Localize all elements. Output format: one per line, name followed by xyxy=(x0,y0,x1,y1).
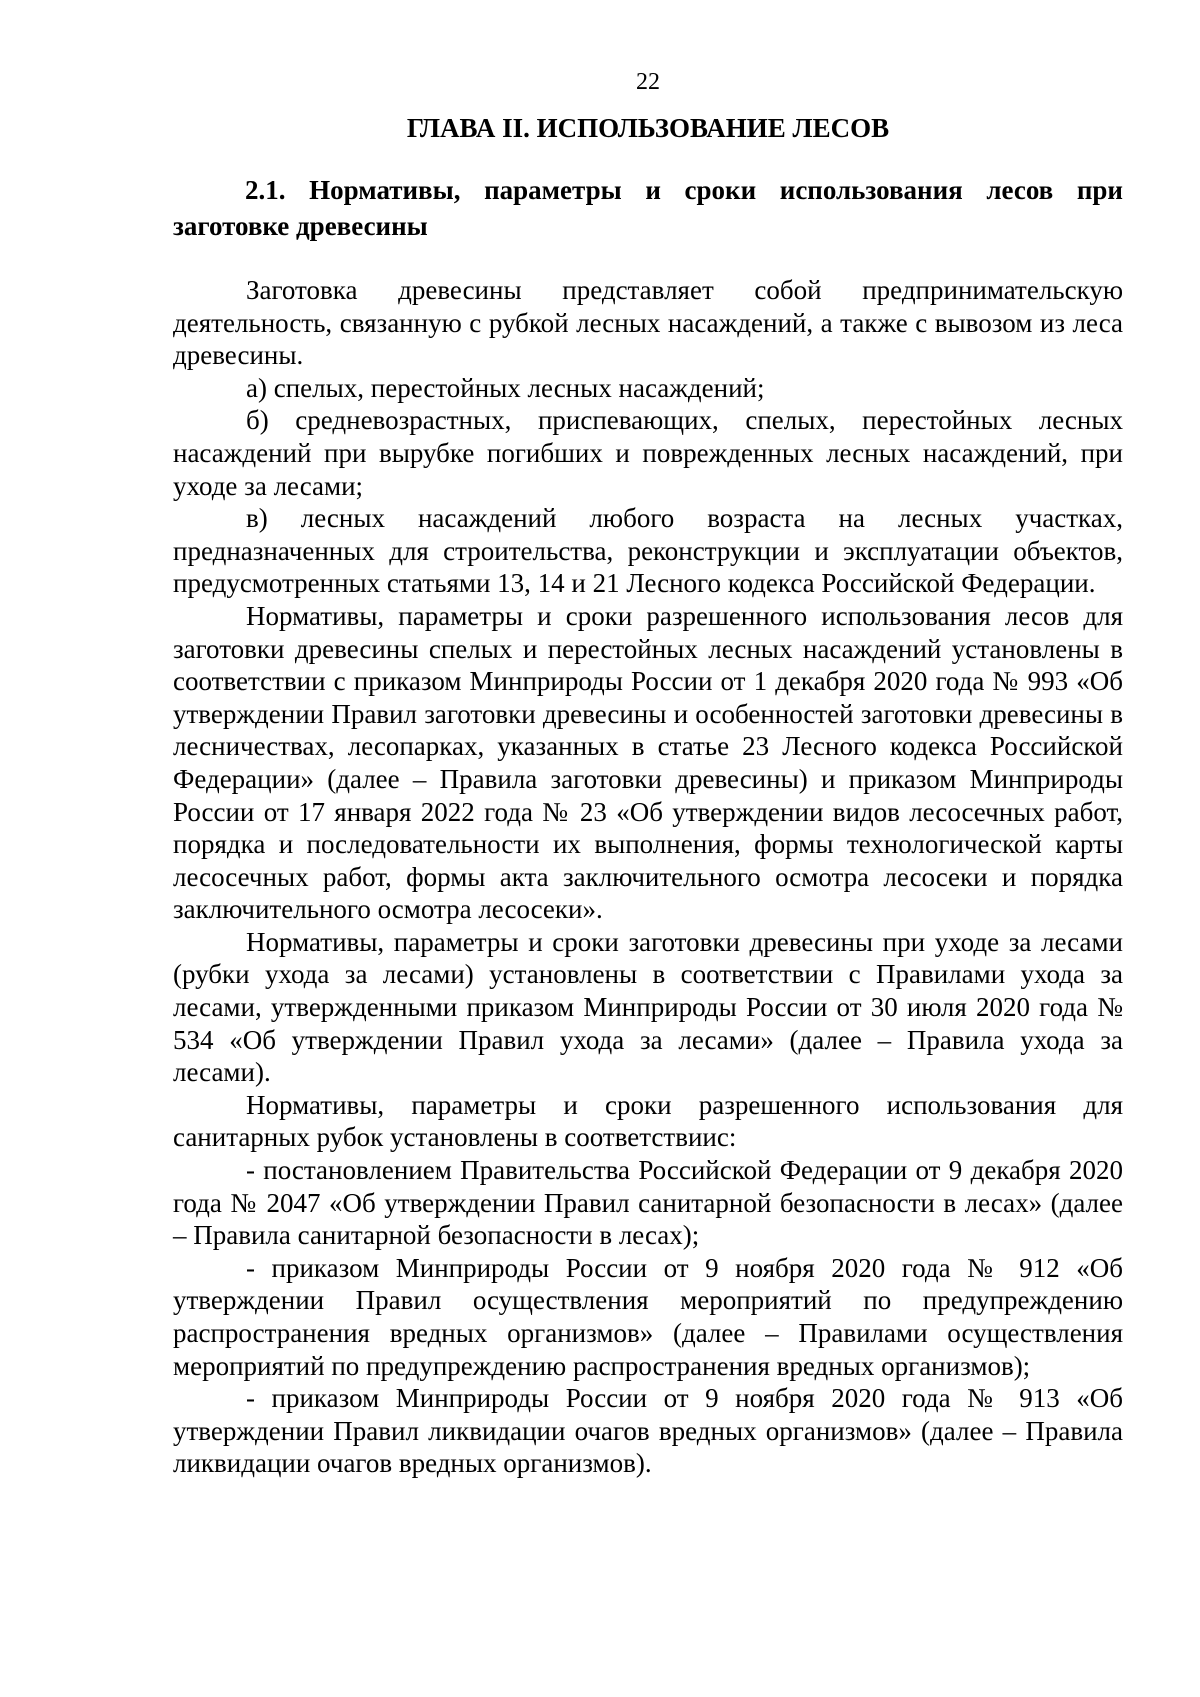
chapter-title: ГЛАВА II. ИСПОЛЬЗОВАНИЕ ЛЕСОВ xyxy=(406,113,890,143)
document-body xyxy=(173,274,1123,1480)
document-page xyxy=(173,66,1123,1480)
list-item-a: а) спелых, перестойных лесных насаждений; xyxy=(246,372,765,403)
paragraph: Заготовка древесины представляет собой предпринимательскую деятельность, связанную с рубкой лесных насаждений, а также с вывозом из леса древесины. xyxy=(173,275,1123,371)
list-item-b: б) средневозрастных, приспевающих, спелых, перестойных лесных насаждений при вырубке погибших и поврежденных лесных насаждений, при уходе за лесами; xyxy=(173,405,1123,501)
bullet-item: - приказом Минприроды России от 9 ноября 2020 года № 913 «Об утверждении Правил ликвидации очагов вредных организмов» (далее – Правила ликвидации очагов вредных организмов). xyxy=(173,1383,1123,1479)
list-item-v: в) лесных насаждений любого возраста на лесных участках, предназначенных для строительства, реконструкции и эксплуатации объектов, предусмотренных статьями 13, 14 и 21 Лесного кодекса Российской Федерации. xyxy=(173,503,1123,599)
bullet-item: - приказом Минприроды России от 9 ноября 2020 года № 912 «Об утверждении Правил осуществления мероприятий по предупреждению распространения вредных организмов» (далее – Правилами осуществления мероприятий по предупреждению распространения вредных организмов); xyxy=(173,1252,1123,1381)
paragraph: Нормативы, параметры и сроки разрешенного использования лесов для заготовки древесины спелых и перестойных лесных насаждений установлены в соответствии с приказом Минприроды России от 1 декабря 2020 года № 993 «Об утверждении Правил заготовки древесины и особенностей заготовки древесины в лесничествах, лесопарках, указанных в статье 23 Лесного кодекса Российской Федерации» (далее – Правила заготовки древесины) и приказом Минприроды России от 17 января 2022 года № 23 «Об утверждении видов лесосечных работ, порядка и последовательности их выполнения, формы технологической карты лесосечных работ, формы акта заключительного осмотра лесосеки и порядка заключительного осмотра лесосеки». xyxy=(173,600,1123,925)
page-number: 22 xyxy=(636,69,660,95)
section-title: 2.1. Нормативы, параметры и сроки использования лесов при заготовке древесины xyxy=(173,175,1123,241)
bullet-item: - постановлением Правительства Российской Федерации от 9 декабря 2020 года № 2047 «Об утверждении Правил санитарной безопасности в лесах» (далее – Правила санитарной безопасности в лесах); xyxy=(173,1155,1123,1251)
paragraph: Нормативы, параметры и сроки разрешенного использования для санитарных рубок установлены в соответствиис: xyxy=(173,1089,1123,1153)
paragraph: Нормативы, параметры и сроки заготовки древесины при уходе за лесами (рубки ухода за лесами) установлены в соответствии с Правилами ухода за лесами, утвержденными приказом Минприроды России от 30 июля 2020 года № 534 «Об утверждении Правил ухода за лесами» (далее – Правила ухода за лесами). xyxy=(173,926,1123,1088)
